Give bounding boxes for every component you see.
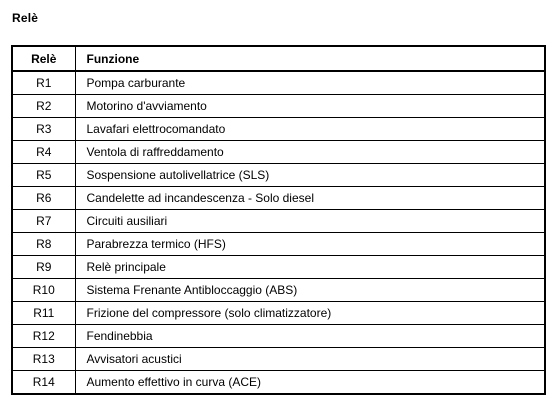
cell-funzione: Ventola di raffreddamento [75,141,545,164]
cell-funzione: Motorino d'avviamento [75,95,545,118]
table-row [12,141,545,164]
table-header-row [12,46,545,71]
cell-rele: R6 [12,187,75,210]
cell-funzione: Lavafari elettrocomandato [75,118,545,141]
cell-funzione: Parabrezza termico (HFS) [75,233,545,256]
cell-funzione: Relè principale [75,256,545,279]
table-row [12,164,545,187]
table-row [12,233,545,256]
cell-funzione: Candelette ad incandescenza - Solo diesel [75,187,545,210]
table-row [12,95,545,118]
table-row [12,325,545,348]
cell-funzione: Fendinebbia [75,325,545,348]
table-row [12,279,545,302]
cell-funzione: Frizione del compressore (solo climatizzatore) [75,302,545,325]
table-row [12,302,545,325]
cell-rele: R12 [12,325,75,348]
section-title: Relè [12,11,39,25]
cell-rele: R5 [12,164,75,187]
cell-rele: R7 [12,210,75,233]
cell-funzione: Avvisatori acustici [75,348,545,371]
cell-rele: R8 [12,233,75,256]
cell-funzione: Sospensione autolivellatrice (SLS) [75,164,545,187]
cell-funzione: Pompa carburante [75,71,545,95]
cell-rele: R11 [12,302,75,325]
table-row [12,187,545,210]
cell-funzione: Aumento effettivo in curva (ACE) [75,371,545,395]
table-row [12,371,545,395]
cell-rele: R9 [12,256,75,279]
cell-funzione: Sistema Frenante Antibloccaggio (ABS) [75,279,545,302]
cell-rele: R10 [12,279,75,302]
cell-rele: R3 [12,118,75,141]
table-row [12,348,545,371]
relay-table [11,45,546,395]
table-row [12,210,545,233]
cell-rele: R13 [12,348,75,371]
header-rele: Relè [12,46,75,71]
cell-rele: R1 [12,71,75,95]
cell-rele: R4 [12,141,75,164]
table-row [12,256,545,279]
header-funzione: Funzione [75,46,545,71]
table-row [12,71,545,95]
cell-rele: R14 [12,371,75,395]
cell-rele: R2 [12,95,75,118]
cell-funzione: Circuiti ausiliari [75,210,545,233]
table-row [12,118,545,141]
